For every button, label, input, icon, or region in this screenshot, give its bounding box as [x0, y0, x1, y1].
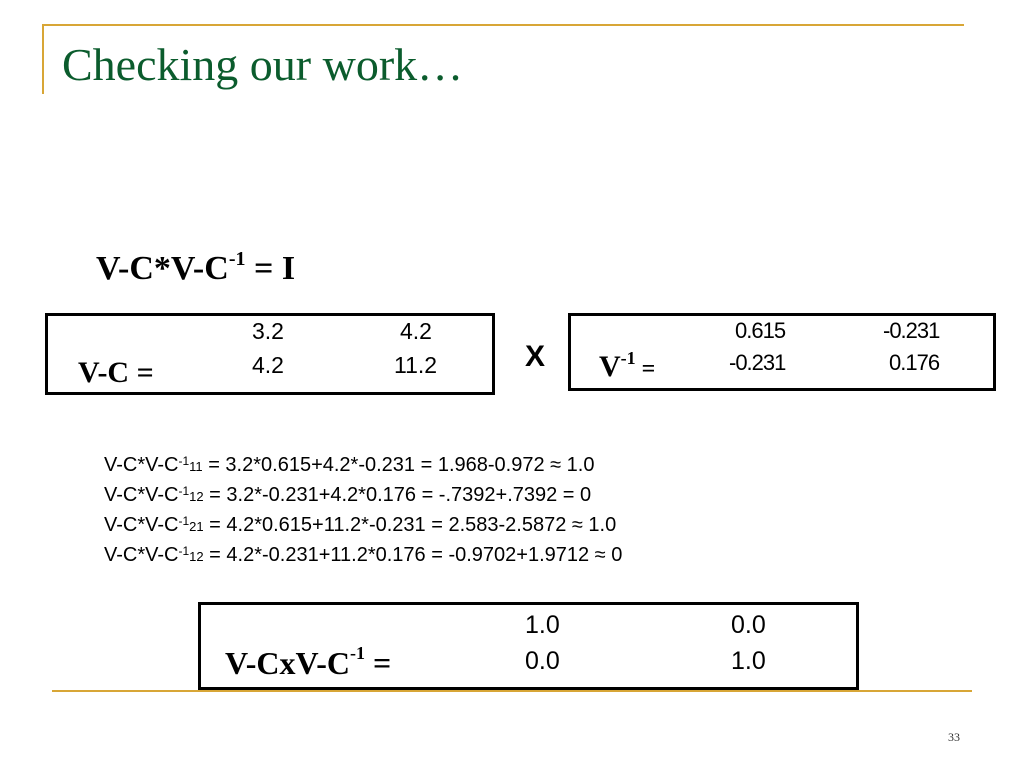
matrix-vinv-r1c2: -0.231: [883, 318, 940, 343]
calc-prefix: V-C*V-C: [104, 454, 179, 476]
matrix-result-r1c2: 0.0: [731, 611, 766, 639]
matrix-vinv-r2c2: 0.176: [889, 350, 940, 375]
calc-rest: = 4.2*-0.231+11.2*0.176 = -0.9702+1.9712 ≈ 0: [203, 544, 623, 566]
calc-prefix: V-C*V-C: [104, 484, 179, 506]
calc-rest: = 4.2*0.615+11.2*-0.231 = 2.583-2.5872 ≈ 1.0: [203, 514, 617, 536]
matrix-vc-r1c2: 4.2: [400, 318, 432, 344]
identity-equation-sup: -1: [228, 248, 246, 270]
calculation-line: [104, 510, 622, 540]
matrix-result-r2c2: 1.0: [731, 647, 766, 675]
identity-equation: [96, 250, 295, 288]
calculation-line: [104, 450, 622, 480]
matrix-vc-r2c1: 4.2: [252, 352, 284, 378]
calc-sub: 12: [189, 549, 204, 564]
matrix-result-box: [198, 602, 859, 690]
accent-rule-vertical: [42, 24, 44, 94]
calc-sup: -1: [178, 484, 190, 498]
calc-sub: 11: [189, 459, 203, 474]
calc-prefix: V-C*V-C: [104, 544, 179, 566]
matrix-vinv-r1c1: 0.615: [735, 318, 786, 343]
accent-rule-top: [42, 24, 964, 26]
matrix-vc-r2c2: 11.2: [394, 352, 438, 378]
slide-title: Checking our work…: [62, 39, 464, 90]
multiply-operator: X: [525, 340, 546, 373]
identity-equation-prefix: V-C*V-C: [96, 250, 229, 287]
matrix-result-label: [225, 645, 391, 682]
matrix-vinv-box: [568, 313, 996, 391]
identity-equation-suffix: = I: [245, 250, 296, 287]
calc-sub: 21: [189, 519, 204, 534]
matrix-result-r1c1: 1.0: [525, 611, 560, 639]
calculation-line: [104, 480, 622, 510]
matrix-vinv-r2c1: -0.231: [729, 350, 786, 375]
matrix-result-label-suffix: =: [365, 645, 392, 681]
matrix-vc-r1c1: 3.2: [252, 318, 284, 344]
matrix-vinv-label-sup: -1: [620, 348, 636, 368]
accent-rule-bottom: [52, 690, 972, 692]
matrix-vc-label: V-C =: [78, 356, 154, 389]
calculation-list: [104, 450, 622, 570]
matrix-result-label-sup: -1: [350, 643, 365, 663]
page-number: 33: [948, 730, 960, 744]
matrix-result-r2c1: 0.0: [525, 647, 560, 675]
matrix-vinv-label-suffix: =: [635, 356, 656, 382]
calc-sup: -1: [178, 544, 190, 558]
matrix-vc-box: [45, 313, 495, 395]
calculation-line: [104, 540, 622, 570]
calc-prefix: V-C*V-C: [104, 514, 179, 536]
calc-rest: = 3.2*-0.231+4.2*0.176 = -.7392+.7392 = 0: [203, 484, 592, 506]
calc-rest: = 3.2*0.615+4.2*-0.231 = 1.968-0.972 ≈ 1.0: [202, 454, 595, 476]
matrix-vinv-label: [599, 350, 655, 384]
calc-sub: 12: [189, 489, 204, 504]
matrix-vinv-label-base: V: [599, 350, 621, 383]
calc-sup: -1: [178, 454, 190, 468]
calc-sup: -1: [178, 514, 190, 528]
matrix-result-label-base: V-CxV-C: [225, 645, 350, 681]
